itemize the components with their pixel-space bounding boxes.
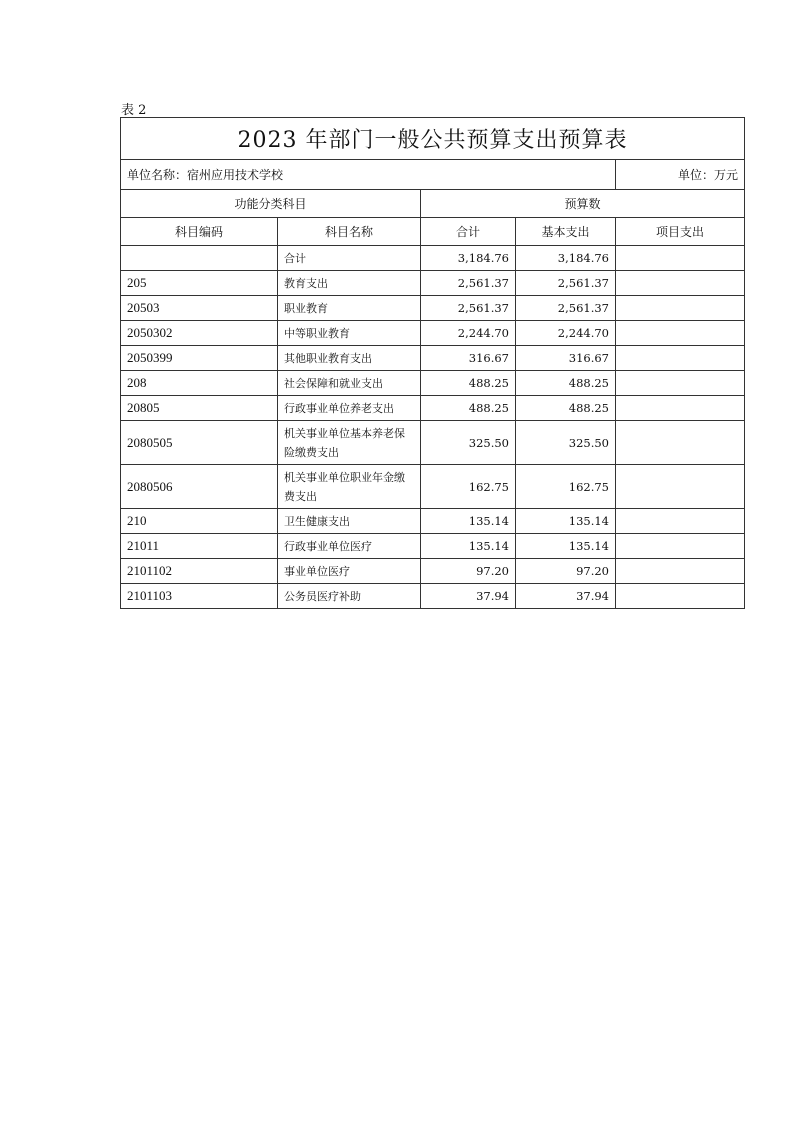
row-name: 行政事业单位养老支出 (278, 396, 421, 421)
table-row (121, 465, 745, 509)
header-function-group: 功能分类科目 (121, 190, 421, 218)
row-project (616, 509, 745, 534)
row-code: 208 (121, 371, 278, 396)
row-code: 2080505 (121, 421, 278, 465)
row-basic: 162.75 (516, 465, 616, 509)
header-basic: 基本支出 (516, 218, 616, 246)
row-code: 205 (121, 271, 278, 296)
row-project (616, 584, 745, 609)
table-label: 表 2 (121, 103, 147, 118)
title-row (121, 118, 745, 160)
row-total: 97.20 (421, 559, 516, 584)
meta-row (121, 160, 745, 190)
row-name: 行政事业单位医疗 (278, 534, 421, 559)
row-project (616, 396, 745, 421)
table-row (121, 346, 745, 371)
header-code: 科目编码 (121, 218, 278, 246)
row-code: 20503 (121, 296, 278, 321)
row-code: 2101103 (121, 584, 278, 609)
row-name: 中等职业教育 (278, 321, 421, 346)
table-row (121, 271, 745, 296)
row-basic: 325.50 (516, 421, 616, 465)
row-basic: 2,561.37 (516, 271, 616, 296)
row-project (616, 465, 745, 509)
row-project (616, 246, 745, 271)
row-project (616, 534, 745, 559)
table-row (121, 371, 745, 396)
row-basic: 135.14 (516, 509, 616, 534)
row-basic: 135.14 (516, 534, 616, 559)
row-basic: 488.25 (516, 396, 616, 421)
row-code (121, 246, 278, 271)
row-basic: 3,184.76 (516, 246, 616, 271)
row-name: 机关事业单位职业年金缴费支出 (278, 465, 421, 509)
header-group-row (121, 190, 745, 218)
row-project (616, 321, 745, 346)
row-basic: 97.20 (516, 559, 616, 584)
row-total: 325.50 (421, 421, 516, 465)
row-code: 2050302 (121, 321, 278, 346)
row-basic: 2,561.37 (516, 296, 616, 321)
table-row (121, 509, 745, 534)
unit-label: 单位：万元 (616, 160, 745, 190)
row-total: 2,561.37 (421, 296, 516, 321)
header-name: 科目名称 (278, 218, 421, 246)
row-name: 公务员医疗补助 (278, 584, 421, 609)
document-title: 2023 年部门一般公共预算支出预算表 (121, 118, 745, 160)
row-code: 2080506 (121, 465, 278, 509)
row-code: 20805 (121, 396, 278, 421)
table-row (121, 421, 745, 465)
unit-name: 单位名称：宿州应用技术学校 (121, 160, 616, 190)
header-project: 项目支出 (616, 218, 745, 246)
header-row (121, 218, 745, 246)
row-total: 488.25 (421, 371, 516, 396)
row-code: 2101102 (121, 559, 278, 584)
row-project (616, 559, 745, 584)
table-row (121, 396, 745, 421)
row-total: 3,184.76 (421, 246, 516, 271)
table-row (121, 296, 745, 321)
row-name: 卫生健康支出 (278, 509, 421, 534)
row-project (616, 421, 745, 465)
row-name: 社会保障和就业支出 (278, 371, 421, 396)
row-basic: 37.94 (516, 584, 616, 609)
row-total: 2,561.37 (421, 271, 516, 296)
row-total: 488.25 (421, 396, 516, 421)
row-project (616, 296, 745, 321)
budget-table (120, 117, 745, 609)
header-budget-group: 预算数 (421, 190, 745, 218)
row-total: 135.14 (421, 509, 516, 534)
header-total: 合计 (421, 218, 516, 246)
row-total: 37.94 (421, 584, 516, 609)
row-name: 其他职业教育支出 (278, 346, 421, 371)
row-project (616, 346, 745, 371)
table-row (121, 246, 745, 271)
row-total: 2,244.70 (421, 321, 516, 346)
row-total: 316.67 (421, 346, 516, 371)
row-project (616, 371, 745, 396)
table-body (121, 246, 745, 609)
row-code: 210 (121, 509, 278, 534)
row-basic: 488.25 (516, 371, 616, 396)
row-code: 21011 (121, 534, 278, 559)
row-basic: 316.67 (516, 346, 616, 371)
row-name: 教育支出 (278, 271, 421, 296)
row-name: 职业教育 (278, 296, 421, 321)
row-code: 2050399 (121, 346, 278, 371)
row-project (616, 271, 745, 296)
row-total: 135.14 (421, 534, 516, 559)
table-row (121, 584, 745, 609)
table-row (121, 559, 745, 584)
row-total: 162.75 (421, 465, 516, 509)
table-row (121, 534, 745, 559)
row-basic: 2,244.70 (516, 321, 616, 346)
row-name: 合计 (278, 246, 421, 271)
table-row (121, 321, 745, 346)
row-name: 机关事业单位基本养老保险缴费支出 (278, 421, 421, 465)
row-name: 事业单位医疗 (278, 559, 421, 584)
